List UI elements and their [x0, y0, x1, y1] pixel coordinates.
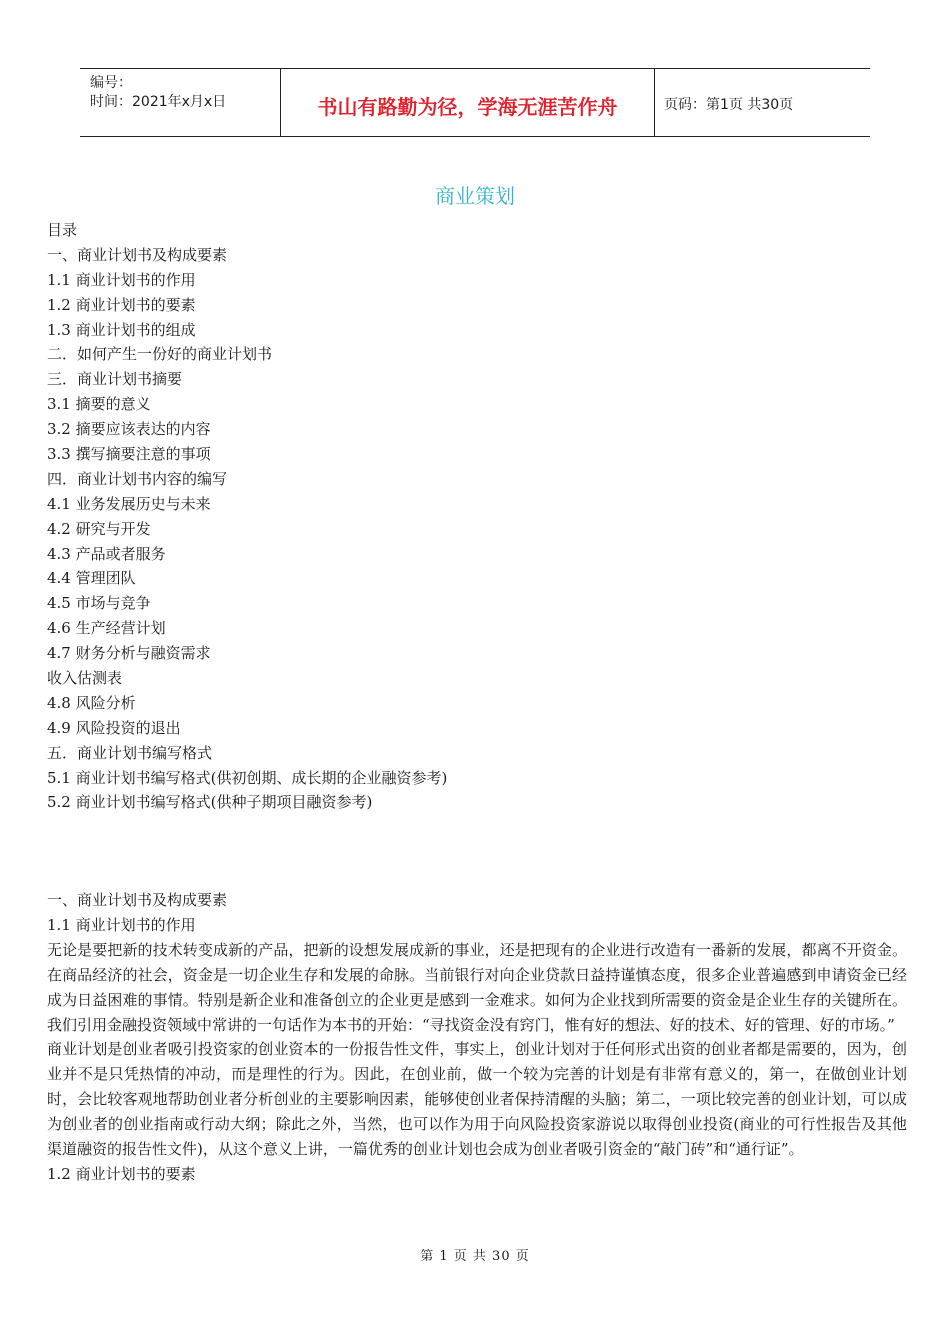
subsection-heading: 1.1 商业计划书的作用 [47, 915, 196, 934]
toc-line: 1.3 商业计划书的组成 [47, 320, 196, 339]
toc-line: 4.5 市场与竞争 [47, 594, 151, 613]
paragraph: 商业计划是创业者吸引投资家的创业资本的一份报告性文件，事实上，创业计划对于任何形式出资的创业者都是需要的，因为，创业并不是只凭热情的冲动，而是理性的行为。因此，在创业前，做一个较为完善的计划是有非常有意义的，第一，在做创业计划时，会比较客观地帮助创业者分析创业的主要影响因素，能够使创业者保持清醒的头脑；第二，一项比较完善的创业计划，可以成为创业者的创业指南或行动大纲；除此之外，当然，也可以作为用于向风险投资家游说以取得创业投资(商业的可行性报告及其他渠道融资的报告性文件)，从这个意义上讲，一篇优秀的创业计划也会成为创业者吸引资金的“敲门砖”和“通行证”。 [47, 1040, 907, 1159]
toc-line: 3.2 摘要应该表达的内容 [47, 420, 211, 439]
toc-line: 4.4 管理团队 [47, 569, 136, 588]
toc-line: 一、商业计划书及构成要素 [47, 245, 228, 264]
page-info: 页码：第1页 共30页 [664, 97, 794, 113]
header-table [80, 68, 870, 137]
toc-line: 5.2 商业计划书编写格式(供种子期项目融资参考) [47, 793, 373, 812]
toc-line: 1.2 商业计划书的要素 [47, 295, 196, 314]
toc-line: 收入估测表 [47, 669, 123, 688]
number-label: 编号： [90, 75, 132, 91]
paragraph: 无论是要把新的技术转变成新的产品，把新的设想发展成新的事业，还是把现有的企业进行改造有一番新的发展，都离不开资金。在商品经济的社会，资金是一切企业生存和发展的命脉。当前银行对向企业贷款日益持谨慎态度，很多企业普遍感到申请资金已经成为日益困难的事情。特别是新企业和准备创立的企业更是感到一金难求。如何为企业找到所需要的资金是企业生存的关键所在。我们引用金融投资领域中常讲的一句话作为本书的开始：“寻找资金没有窍门，惟有好的想法、好的技术、好的管理、好的市场。” [47, 940, 907, 1034]
toc-line: 1.1 商业计划书的作用 [47, 270, 196, 289]
toc-line: 4.2 研究与开发 [47, 519, 151, 538]
toc-line: 4.1 业务发展历史与未来 [47, 494, 211, 513]
header-left-cell [80, 69, 281, 136]
toc-line: 五．商业计划书编写格式 [47, 743, 213, 762]
document-body [47, 888, 907, 1187]
subsection-heading: 1.2 商业计划书的要素 [47, 1164, 196, 1183]
time-label: 时间：2021年x月x日 [90, 94, 227, 110]
toc-line: 4.7 财务分析与融资需求 [47, 644, 211, 663]
toc-line: 3.1 摘要的意义 [47, 395, 151, 414]
motto: 书山有路勤为径，学海无涯苦作舟 [317, 95, 618, 119]
page-footer: 第 1 页 共 30 页 [420, 1249, 530, 1264]
toc-line: 二．如何产生一份好的商业计划书 [47, 345, 273, 364]
toc-line: 三．商业计划书摘要 [47, 370, 183, 389]
header-right-cell [655, 69, 870, 136]
toc-line: 四．商业计划书内容的编写 [47, 469, 228, 488]
doc-title: 商业策划 [435, 184, 515, 208]
toc-line: 4.9 风险投资的退出 [47, 718, 181, 737]
toc-line: 4.3 产品或者服务 [47, 544, 166, 563]
section-heading: 一、商业计划书及构成要素 [47, 891, 228, 909]
toc-line: 目录 [47, 221, 78, 239]
header-center-cell [281, 69, 655, 136]
toc-line: 5.1 商业计划书编写格式(供初创期、成长期的企业融资参考) [47, 768, 448, 787]
toc-line: 3.3 撰写摘要注意的事项 [47, 445, 211, 464]
toc-line: 4.6 生产经营计划 [47, 619, 166, 638]
toc-line: 4.8 风险分析 [47, 693, 136, 712]
table-of-contents [47, 218, 907, 815]
